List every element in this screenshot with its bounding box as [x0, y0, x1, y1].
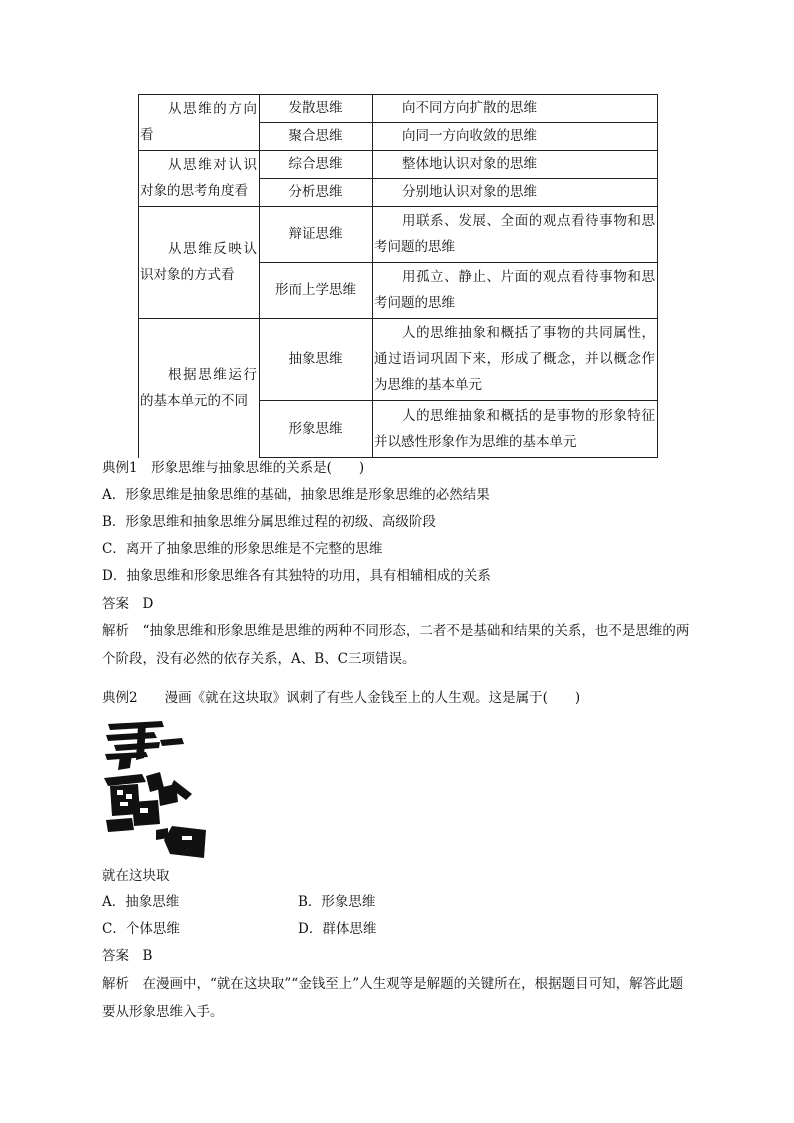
category-label: 从思维对认识对象的思考角度看: [140, 157, 257, 199]
table-desc-cell: [372, 94, 657, 122]
table-desc-cell: [372, 400, 657, 458]
example1-option-a: A．形象思维是抽象思维的基础，抽象思维是形象思维的必然结果: [102, 487, 490, 503]
thinking-name: 分析思维: [288, 184, 343, 200]
table-category-cell: [138, 150, 259, 206]
example2-option-d: D．群体思维: [298, 921, 377, 937]
thinking-desc: 整体地认识对象的思维: [402, 156, 537, 172]
category-label: 从思维反映认识对象的方式看: [140, 241, 257, 283]
table-category-cell: [138, 318, 259, 458]
thinking-desc: 人的思维抽象和概括的是事物的形象特征并以感性形象作为思维的基本单元: [374, 408, 655, 450]
thinking-desc: 人的思维抽象和概括了事物的共同属性，通过语词巩固下来，形成了概念，并以概念作为思维的基本单元: [374, 325, 655, 393]
table-desc-cell: [372, 178, 657, 206]
example1-question: 典例1 形象思维与抽象思维的关系是( ): [102, 460, 365, 476]
table-name-cell: [259, 94, 372, 122]
table-name-cell: [259, 262, 372, 318]
thinking-desc: 用孤立、静止、片面的观点看待事物和思考问题的思维: [374, 269, 655, 311]
cartoon-image: [102, 718, 212, 860]
example2-option-a: A．抽象思维: [102, 894, 180, 910]
example2-option-c: C．个体思维: [102, 921, 180, 937]
table-category-cell: [138, 206, 259, 318]
thinking-desc: 向不同方向扩散的思维: [402, 100, 537, 116]
table-desc-cell: [372, 122, 657, 150]
example1-analysis: 解析 “抽象思维和形象思维是思维的两种不同形态，二者不是基础和结果的关系，也不是思维的两个阶段，没有必然的依存关系，A、B、C三项错误。: [102, 623, 690, 667]
thinking-desc: 向同一方向收敛的思维: [402, 128, 537, 144]
category-label: 根据思维运行的基本单元的不同: [140, 367, 257, 409]
example1-option-b: B．形象思维和抽象思维分属思维过程的初级、高级阶段: [102, 514, 436, 530]
table-name-cell: [259, 206, 372, 262]
thinking-name: 形而上学思维: [275, 282, 356, 298]
example1-option-d: D．抽象思维和形象思维各有其独特的功用，具有相辅相成的关系: [102, 568, 491, 584]
table-desc-cell: [372, 318, 657, 400]
example2-answer: 答案 B: [102, 948, 153, 964]
example2-analysis: 解析 在漫画中，“就在这块取”“金钱至上”人生观等是解题的关键所在，根据题目可知，解答此题要从形象思维入手。: [102, 976, 684, 1020]
table-name-cell: [259, 400, 372, 458]
table-name-cell: [259, 318, 372, 400]
thinking-name: 发散思维: [288, 100, 343, 116]
thinking-name: 辩证思维: [288, 226, 343, 242]
example1-option-c: C．离开了抽象思维的形象思维是不完整的思维: [102, 541, 383, 557]
thinking-name: 聚合思维: [288, 128, 343, 144]
table-name-cell: [259, 178, 372, 206]
thinking-name: 综合思维: [288, 156, 343, 172]
example2-question: 典例2 漫画《就在这块取》讽刺了有些人金钱至上的人生观。这是属于( ): [102, 690, 581, 706]
table-desc-cell: [372, 262, 657, 318]
table-desc-cell: [372, 150, 657, 178]
table-category-cell: [138, 94, 259, 150]
thinking-name: 形象思维: [288, 421, 343, 437]
category-label: 从思维的方向看: [140, 101, 257, 143]
cartoon-caption: 就在这块取: [102, 868, 170, 884]
thinking-types-table: [138, 94, 658, 458]
table-name-cell: [259, 150, 372, 178]
thinking-desc: 分别地认识对象的思维: [402, 184, 537, 200]
thinking-name: 抽象思维: [288, 351, 343, 367]
example1-answer: 答案 D: [102, 596, 154, 612]
thinking-desc: 用联系、发展、全面的观点看待事物和思考问题的思维: [374, 213, 655, 255]
example2-option-b: B．形象思维: [298, 894, 376, 910]
table-desc-cell: [372, 206, 657, 262]
table-name-cell: [259, 122, 372, 150]
